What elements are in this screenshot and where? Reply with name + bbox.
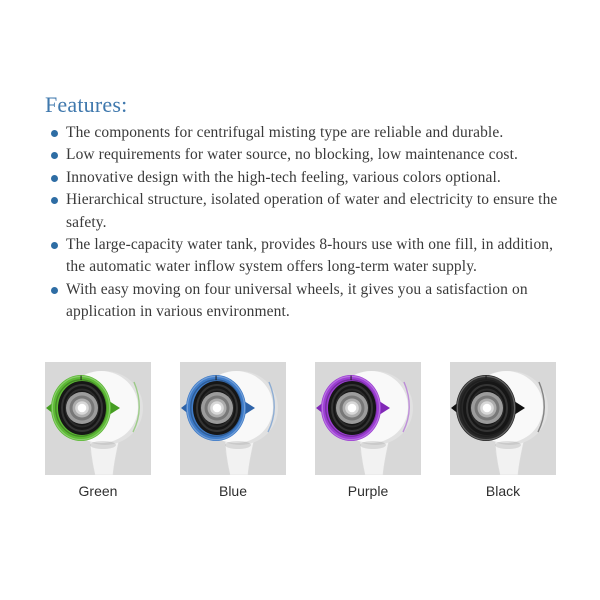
product-label-green: Green <box>78 483 118 499</box>
feature-list <box>45 122 560 324</box>
bullet-icon <box>51 197 58 204</box>
product-label-purple: Purple <box>347 483 389 499</box>
mist-fan-illustration <box>180 362 286 475</box>
product-label-black: Black <box>485 483 521 499</box>
ring-notch <box>350 376 352 381</box>
ring-notch <box>215 376 217 381</box>
product-image-green <box>45 362 151 475</box>
feature-item <box>45 189 560 234</box>
mist-fan-illustration <box>45 362 151 475</box>
center-discs <box>66 392 98 424</box>
product-variant-blue <box>180 362 286 499</box>
center-discs <box>201 392 233 424</box>
color-variants-row <box>45 362 556 499</box>
neck-shadow <box>90 441 116 449</box>
bullet-icon <box>51 152 58 159</box>
feature-item <box>45 167 560 189</box>
feature-text: The components for centrifugal misting type are reliable and durable. <box>66 124 504 141</box>
neck-shadow <box>495 441 521 449</box>
feature-text: Low requirements for water source, no blocking, low maintenance cost. <box>66 146 518 164</box>
product-variant-black <box>450 362 556 499</box>
center-discs <box>336 392 368 424</box>
feature-item <box>45 279 560 324</box>
product-image-purple <box>315 362 421 475</box>
mist-fan-illustration <box>315 362 421 475</box>
ring-notch <box>80 376 82 381</box>
neck-shadow <box>225 441 251 449</box>
bullet-icon <box>51 287 58 294</box>
feature-item <box>45 122 560 144</box>
bullet-icon <box>51 242 58 249</box>
product-variant-green <box>45 362 151 499</box>
mist-fan-illustration <box>450 362 556 475</box>
product-image-black <box>450 362 556 475</box>
feature-text: The large-capacity water tank, provides 8-hours use with one fill, in addition, the automatic water inflow system offers long-term water supply. <box>66 236 554 276</box>
feature-item <box>45 234 560 279</box>
product-image-blue <box>180 362 286 475</box>
feature-text: With easy moving on four universal wheels, it gives you a satisfaction on application in various environment. <box>66 280 528 321</box>
feature-text: Hierarchical structure, isolated operation of water and electricity to ensure the safety. <box>66 191 558 231</box>
features-section <box>45 92 560 324</box>
center-discs <box>471 392 503 424</box>
feature-text: Innovative design with the high-tech feeling, various colors optional. <box>66 168 501 186</box>
bullet-icon <box>51 175 58 182</box>
features-heading: Features: <box>45 92 128 117</box>
bullet-icon <box>51 130 58 137</box>
product-variant-purple <box>315 362 421 499</box>
ring-notch <box>485 376 487 381</box>
feature-item <box>45 144 560 166</box>
product-label-blue: Blue <box>218 483 248 499</box>
neck-shadow <box>360 441 386 449</box>
